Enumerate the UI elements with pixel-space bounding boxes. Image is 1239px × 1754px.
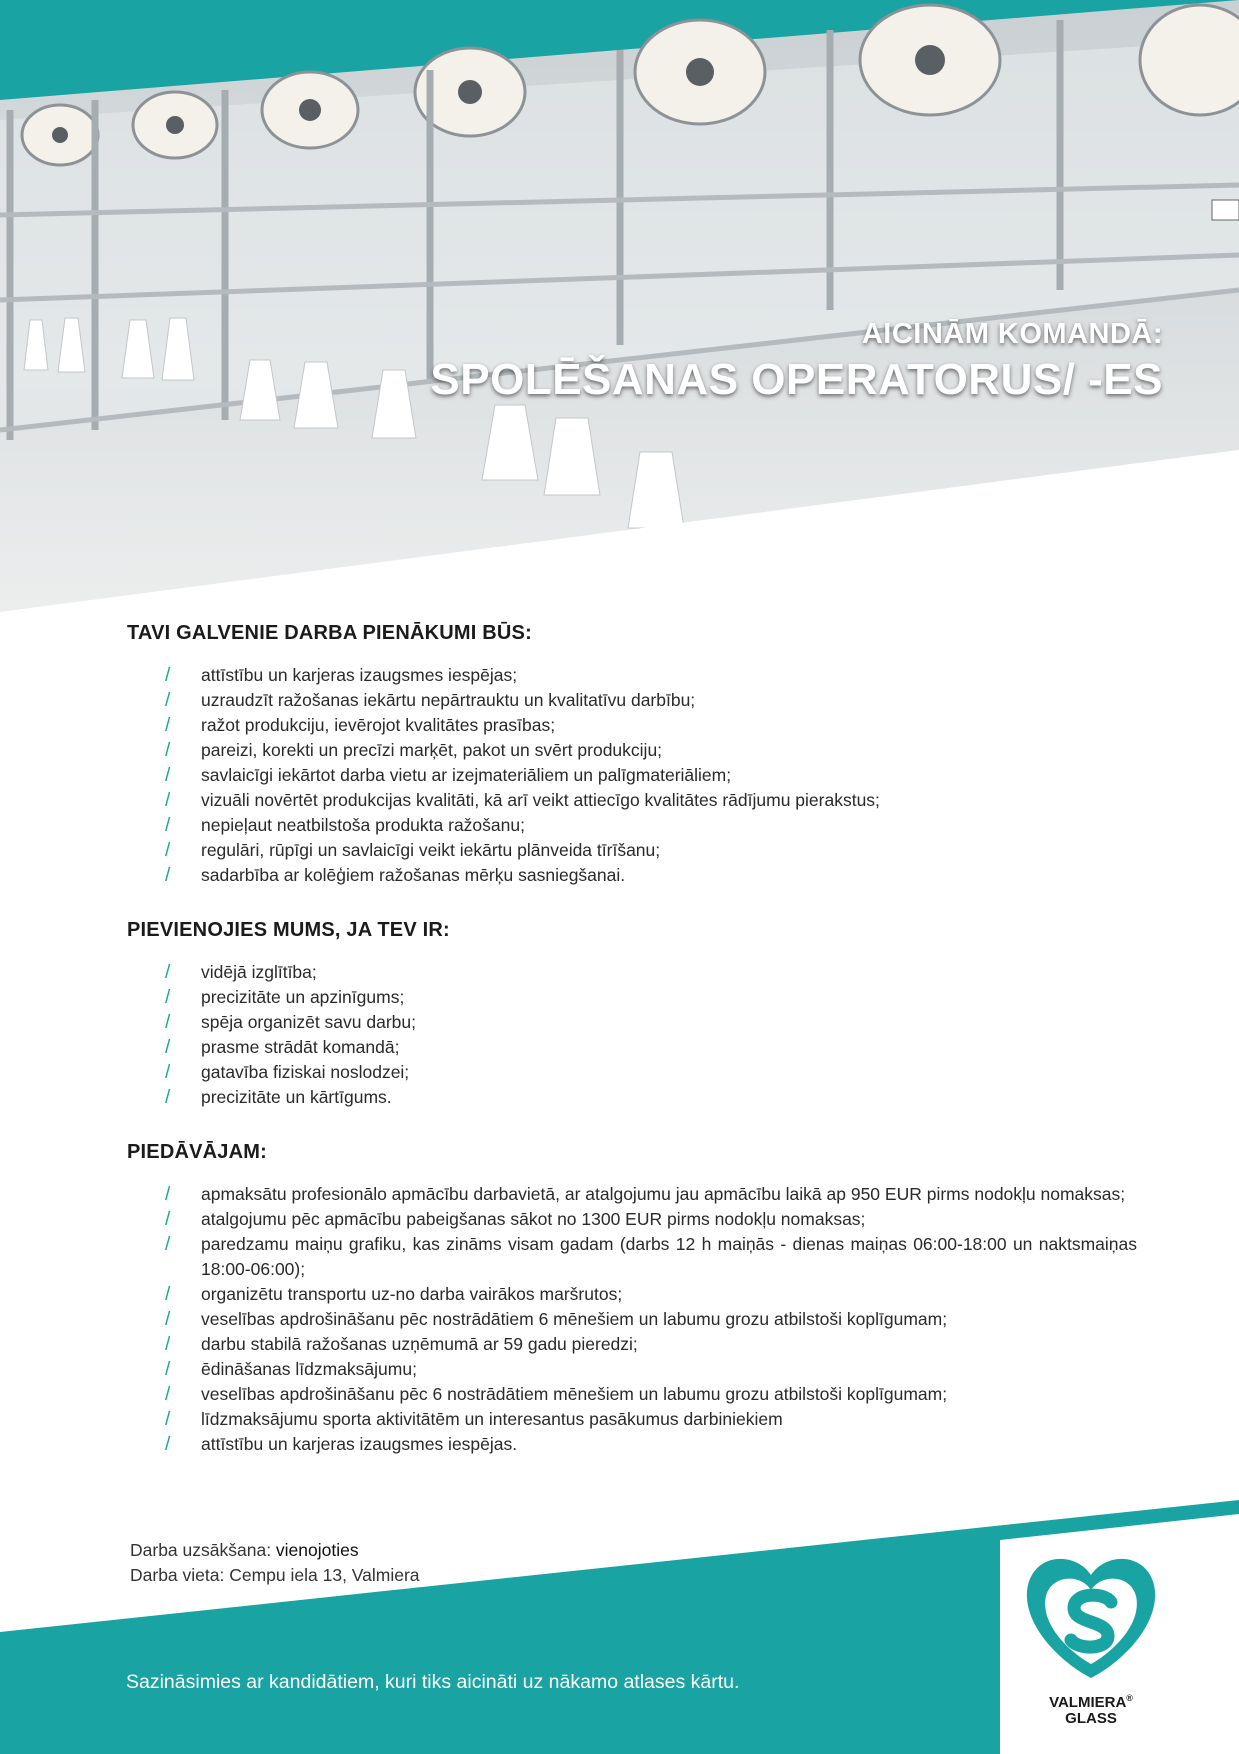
start-value: vienojoties bbox=[275, 1540, 359, 1560]
offer-section bbox=[127, 1141, 1137, 1457]
list-item: / gatavība fiziskai noslodzei; bbox=[165, 1060, 1137, 1085]
start-label: Darba uzsākšana: bbox=[130, 1540, 276, 1560]
duties-section bbox=[127, 622, 1137, 888]
hero-headline bbox=[430, 318, 1163, 405]
list-item: / veselības apdrošināšanu pēc nostrādātiem 6 mēnešiem un labumu grozu atbilstoši koplīgumam; bbox=[165, 1307, 1137, 1332]
hero-banner bbox=[0, 0, 1239, 620]
list-item: / prasme strādāt komandā; bbox=[165, 1035, 1137, 1060]
requirements-section bbox=[127, 919, 1137, 1110]
list-item: / vidējā izglītība; bbox=[165, 960, 1137, 985]
list-item: / precizitāte un kārtīgums. bbox=[165, 1085, 1137, 1110]
hero-kicker: AICINĀM KOMANDĀ: bbox=[861, 318, 1163, 350]
list-item: / paredzamu maiņu grafiku, kas zināms visam gadam (darbs 12 h maiņās - dienas maiņas 06:00-18:00 un naktsmaiņas 18:00-06:00); bbox=[165, 1232, 1137, 1282]
list-item: / darbu stabilā ražošanas uzņēmumā ar 59 gadu pieredzi; bbox=[165, 1332, 1137, 1357]
list-item: / vizuāli novērtēt produkcijas kvalitāti, kā arī veikt attiecīgo kvalitātes rādījumu pierakstus; bbox=[165, 788, 1137, 813]
registered-mark: ® bbox=[1126, 1693, 1133, 1703]
list-item: / savlaicīgi iekārtot darba vietu ar izejmateriāliem un palīgmateriāliem; bbox=[165, 763, 1137, 788]
list-item: / ražot produkciju, ievērojot kvalitātes prasības; bbox=[165, 713, 1137, 738]
list-item: / regulāri, rūpīgi un savlaicīgi veikt iekārtu plānveida tīrīšanu; bbox=[165, 838, 1137, 863]
logo-line2: GLASS bbox=[1065, 1710, 1117, 1727]
list-item: / attīstību un karjeras izaugsmes iespējas; bbox=[165, 663, 1137, 688]
list-item: / uzraudzīt ražošanas iekārtu nepārtrauktu un kvalitatīvu darbību; bbox=[165, 688, 1137, 713]
duties-list bbox=[127, 663, 1137, 888]
list-item: / spēja organizēt savu darbu; bbox=[165, 1010, 1137, 1035]
location-label: Darba vieta: bbox=[130, 1565, 230, 1585]
list-item: / organizētu transportu uz-no darba vairākos maršrutos; bbox=[165, 1282, 1137, 1307]
list-item: / sadarbība ar kolēģiem ražošanas mērķu sasniegšanai. bbox=[165, 863, 1137, 888]
list-item: / atalgojumu pēc apmācību pabeigšanas sākot no 1300 EUR pirms nodokļu nomaksas; bbox=[165, 1207, 1137, 1232]
list-item: / precizitāte un apzinīgums; bbox=[165, 985, 1137, 1010]
list-item: / pareizi, korekti un precīzi marķēt, pakot un svērt produkciju; bbox=[165, 738, 1137, 763]
list-item: / līdzmaksājumu sporta aktivitātēm un interesantus pasākumus darbiniekiem bbox=[165, 1407, 1137, 1432]
hero-title: SPOLĒŠANAS OPERATORUS/ -ES bbox=[430, 355, 1163, 404]
logo-line1: VALMIERA bbox=[1049, 1694, 1127, 1711]
factory-photo bbox=[0, 0, 1239, 620]
footer-band bbox=[0, 1500, 1239, 1754]
footer-text: Sazināsimies ar kandidātiem, kuri tiks aicināti uz nākamo atlases kārtu. bbox=[126, 1671, 740, 1693]
requirements-list bbox=[127, 960, 1137, 1110]
requirements-heading: PIEVIENOJIES MUMS, JA TEV IR: bbox=[127, 919, 450, 941]
duties-heading: TAVI GALVENIE DARBA PIENĀKUMI BŪS: bbox=[127, 622, 532, 644]
logo-wordmark bbox=[1016, 1690, 1166, 1727]
offer-list bbox=[127, 1182, 1137, 1457]
list-item: / ēdināšanas līdzmaksājumu; bbox=[165, 1357, 1137, 1382]
list-item: / attīstību un karjeras izaugsmes iespējas. bbox=[165, 1432, 1137, 1457]
logo-mark-icon bbox=[1016, 1550, 1166, 1690]
list-item: / nepieļaut neatbilstoša produkta ražošanu; bbox=[165, 813, 1137, 838]
offer-heading: PIEDĀVĀJAM: bbox=[127, 1141, 267, 1163]
location-value: Cempu iela 13, Valmiera bbox=[229, 1565, 420, 1585]
list-item: / veselības apdrošināšanu pēc 6 nostrādātiem mēnešiem un labumu grozu atbilstoši koplīgumam; bbox=[165, 1382, 1137, 1407]
list-item: / apmaksātu profesionālo apmācību darbavietā, ar atalgojumu jau apmācību laikā ap 950 EUR pirms nodokļu nomaksas; bbox=[165, 1182, 1137, 1207]
valmiera-glass-logo bbox=[1016, 1550, 1166, 1730]
